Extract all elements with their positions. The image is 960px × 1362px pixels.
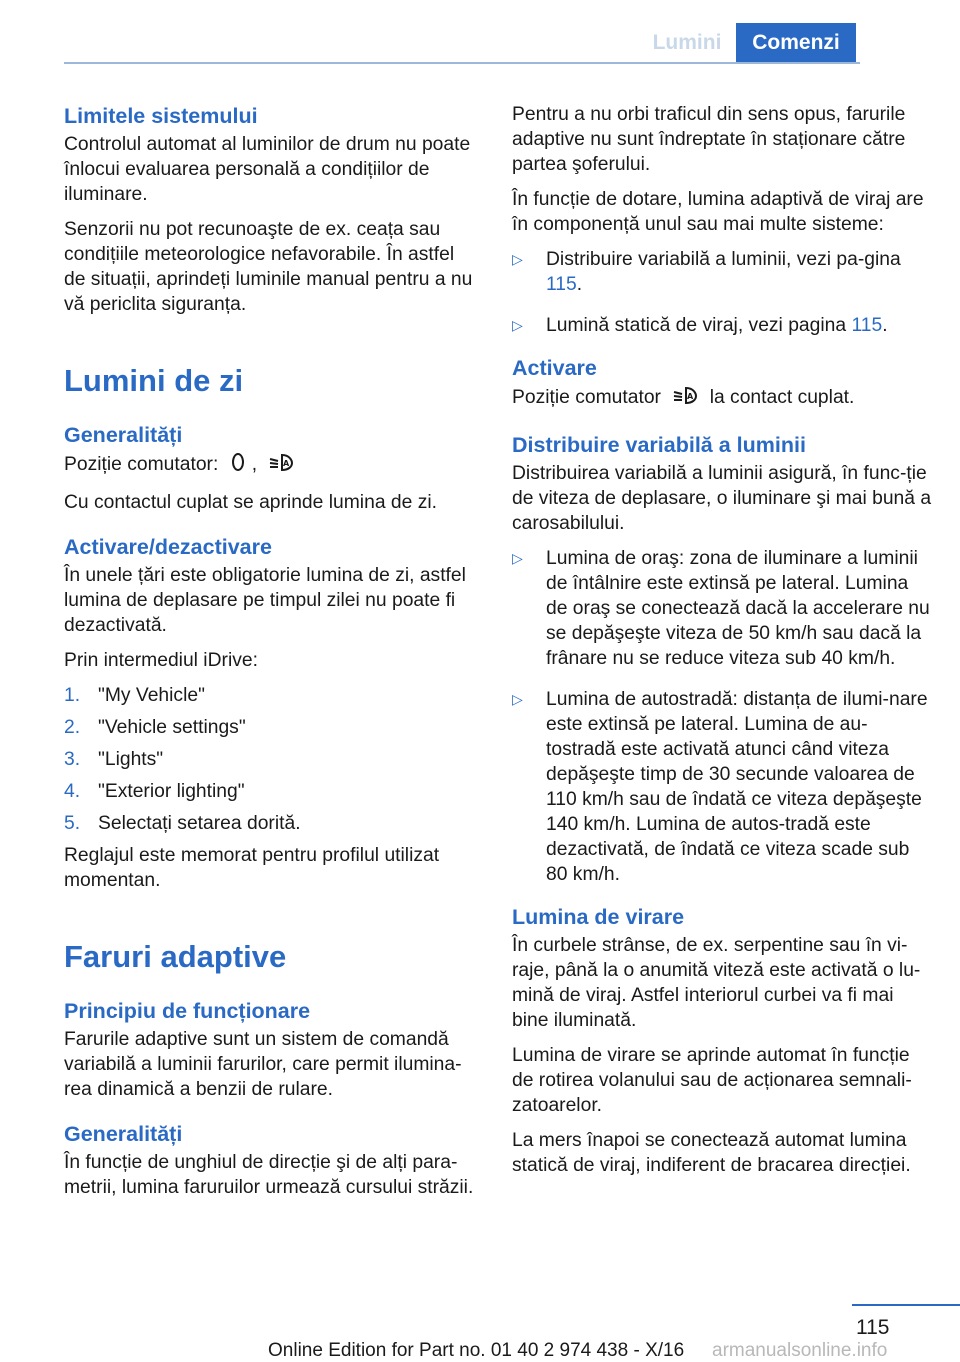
list-item: 5. Selectați setarea dorită. [64, 813, 301, 834]
heading-activare: Activare [512, 356, 597, 380]
heading-faruri-adaptive: Faruri adaptive [64, 939, 287, 974]
right-column [512, 102, 932, 1188]
header-tab-lumini[interactable]: Lumini [652, 31, 722, 54]
page-link[interactable]: 115 [851, 315, 883, 336]
heading-generalitati-2: Generalități [64, 1122, 183, 1146]
list-item: 1. "My Vehicle" [64, 685, 205, 706]
header-divider [64, 62, 860, 64]
limits-paragraph-2: Senzorii nu pot recunoaşte de ex. ceața sau condițiile meteorologice nefavorabile. În astfel de situații, aprindeți luminile manual pentru a nu vă periclita siguranța. [64, 219, 473, 315]
svg-text:A: A [687, 392, 694, 401]
page-link[interactable]: 115 [546, 274, 577, 295]
footer-divider [852, 1304, 960, 1306]
limits-paragraph-1: Controlul automat al luminilor de drum nu poate înlocui evaluarea personală a condițiilor de iluminare. [64, 134, 471, 205]
left-column [64, 102, 480, 1210]
triangle-bullet-icon: ▷ [512, 317, 523, 333]
light-switch-auto-icon [268, 451, 294, 480]
activation-switch-line: Poziție comutator A la contact cuplat. [512, 384, 932, 413]
triangle-bullet-icon: ▷ [512, 691, 523, 707]
distribution-paragraph: Distribuirea variabilă a luminii asigură, în func-ție de viteza de deplasare, o iluminare şi mai bună a carosabilului. [512, 463, 932, 534]
general2-paragraph: În funcție de unghiul de direcție şi de alți para-metrii, lumina faruruilor urmează cursului străzii. [64, 1152, 474, 1198]
heading-lumini-de-zi: Lumini de zi [64, 363, 244, 398]
turning-paragraph-1: În curbele strânse, de ex. serpentine sau în vi-raje, până la o anumită viteză este activată o lu-mină de viraj. Astfel interiorul curbei va fi mai bine iluminată. [512, 935, 921, 1031]
triangle-bullet-icon: ▷ [512, 251, 523, 267]
activation-paragraph-3: Reglajul este memorat pentru profilul utilizat momentan. [64, 845, 440, 891]
list-item: 3. "Lights" [64, 749, 164, 770]
page-number: 115 [856, 1316, 890, 1339]
general-switch-line [64, 451, 480, 480]
list-item: ▷ Lumina de oraş: zona de iluminare a luminii de întâlnire este extinsă pe lateral. Lumina de oraş se conectează dacă la accelerare nu se depăşeşte viteza de 50 km/h sau dacă la frânare nu se reduce viteza sub 40 km/h. [512, 548, 930, 669]
heading-distribuire-variabila: Distribuire variabilă a luminii [512, 433, 806, 457]
systems-list [512, 247, 932, 338]
distribution-list [512, 546, 932, 887]
principle-paragraph: Farurile adaptive sunt un sistem de comandă variabilă a luminii farurilor, care permit ilumina-rea dinamică a benzii de rulare. [64, 1029, 462, 1100]
right-paragraph-2: În funcție de dotare, lumina adaptivă de viraj are în componență unul sau mai multe sisteme: [512, 189, 924, 235]
list-item: ▷ Lumină statică de viraj, vezi pagina 115. [512, 315, 888, 336]
activation-paragraph-1: În unele țări este obligatorie lumina de zi, astfel lumina de deplasare pe timpul zilei nu poate fi dezactivată. [64, 565, 466, 636]
list-item: 2. "Vehicle settings" [64, 717, 246, 738]
header-tab-comenzi[interactable]: Comenzi [736, 23, 856, 63]
heading-generalitati: Generalități [64, 423, 183, 447]
svg-text:A: A [283, 459, 290, 468]
edition-note: Online Edition for Part no. 01 40 2 974 438 - X/16 [268, 1340, 685, 1361]
triangle-bullet-icon: ▷ [512, 550, 523, 566]
general-switch-prefix: Poziție comutator: [64, 454, 219, 475]
activation-paragraph-2: Prin intermediul iDrive: [64, 650, 258, 671]
heading-activare-dezactivare: Activare/dezactivare [64, 535, 272, 559]
general-switch-separator: , [251, 454, 258, 475]
heading-limitele-sistemului: Limitele sistemului [64, 104, 258, 128]
heading-lumina-de-virare: Lumina de virare [512, 905, 685, 929]
turning-paragraph-3: La mers înapoi se conectează automat lumina statică de viraj, indiferent de bracarea direcției. [512, 1130, 911, 1176]
right-paragraph-1: Pentru a nu orbi traficul din sens opus, farurile adaptive nu sunt îndreptate în staționare către partea şoferului. [512, 104, 906, 175]
watermark: armanualsonline.info [712, 1340, 888, 1361]
heading-principiu-de-functionare: Principiu de funcționare [64, 999, 311, 1023]
general-paragraph: Cu contactul cuplat se aprinde lumina de zi. [64, 492, 437, 513]
light-switch-auto-icon [672, 384, 698, 413]
turning-paragraph-2: Lumina de virare se aprinde automat în funcție de rotirea volanului sau de acționarea semnali-zatoarelor. [512, 1045, 912, 1116]
idrive-steps-list [64, 683, 480, 836]
list-item: ▷ Lumina de autostradă: distanța de ilumi-nare este extinsă pe lateral. Lumina de au-tostradă este activată atunci când viteza depăşeşte timp de 30 secunde valoarea de 110 km/h sau de îndată ce viteza depăşeşte 140 km/h. Lumina de autos-tradă este dezactivată, de îndată ce viteza scade sub 80 km/h. [512, 689, 928, 885]
light-switch-zero-icon [230, 451, 246, 480]
list-item: 4. "Exterior lighting" [64, 781, 245, 802]
list-item: ▷ Distribuire variabilă a luminii, vezi pa-gina 115. [512, 249, 901, 295]
